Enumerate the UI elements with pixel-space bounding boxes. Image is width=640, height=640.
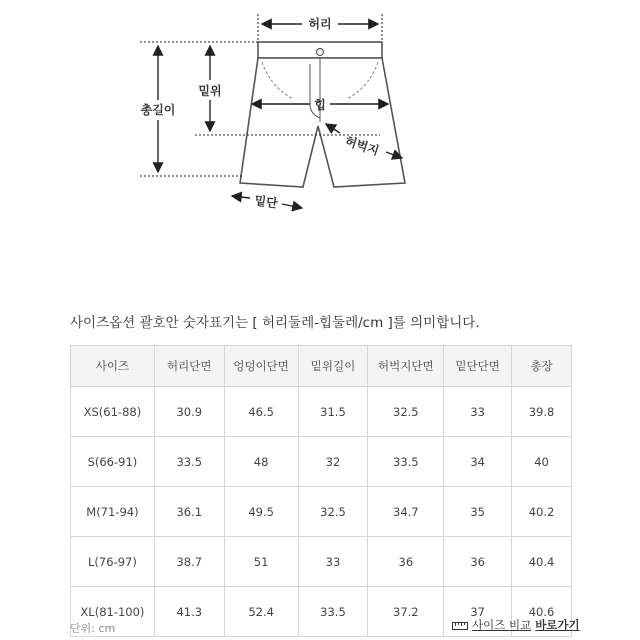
- compare-label[interactable]: 사이즈 비교: [472, 618, 532, 632]
- size-cell: XS(61-88): [71, 387, 155, 437]
- table-cell: 32.5: [368, 387, 444, 437]
- size-cell: S(66-91): [71, 437, 155, 487]
- table-row: [71, 437, 572, 487]
- table-header-row: [71, 346, 572, 387]
- ruler-icon: [452, 620, 468, 630]
- hem-measure: [232, 192, 302, 210]
- unit-note: 단위: cm: [70, 622, 116, 635]
- table-cell: 33.5: [154, 437, 224, 487]
- table-cell: 31.5: [298, 387, 368, 437]
- total-length-measure: [141, 46, 176, 172]
- table-cell: 51: [224, 537, 298, 587]
- header-total-length: 총장: [512, 346, 572, 387]
- table-cell: 33.5: [368, 437, 444, 487]
- table-cell: 39.8: [512, 387, 572, 437]
- table-cell: 33: [298, 537, 368, 587]
- table-cell: 41.3: [154, 587, 224, 637]
- table-cell: 38.7: [154, 537, 224, 587]
- thigh-label: 허벅지: [343, 133, 381, 159]
- table-row: [71, 487, 572, 537]
- waist-measure: [262, 16, 378, 31]
- size-cell: L(76-97): [71, 537, 155, 587]
- table-cell: 33.5: [298, 587, 368, 637]
- table-cell: 37.2: [368, 587, 444, 637]
- table-cell: 36.1: [154, 487, 224, 537]
- table-cell: 32: [298, 437, 368, 487]
- table-cell: 33: [444, 387, 512, 437]
- size-table: [70, 345, 572, 637]
- header-waist: 허리단면: [154, 346, 224, 387]
- table-cell: 36: [368, 537, 444, 587]
- table-cell: 40.4: [512, 537, 572, 587]
- table-row: [71, 537, 572, 587]
- table-cell: 49.5: [224, 487, 298, 537]
- shorts-measurement-diagram: [0, 0, 640, 300]
- table-cell: 40: [512, 437, 572, 487]
- compare-shortcut[interactable]: 바로가기: [535, 618, 580, 632]
- total-length-label: 총길이: [140, 103, 176, 117]
- table-cell: 46.5: [224, 387, 298, 437]
- table-cell: 34.7: [368, 487, 444, 537]
- table-cell: 40.6: [512, 587, 572, 637]
- size-compare-link[interactable]: [452, 617, 580, 633]
- table-cell: 36: [444, 537, 512, 587]
- table-cell: 35: [444, 487, 512, 537]
- header-hip: 엉덩이단면: [224, 346, 298, 387]
- size-option-caption: 사이즈옵션 괄호안 숫자표기는 [ 허리둘레-힙둘레/cm ]를 의미합니다.: [70, 315, 480, 331]
- table-cell: 34: [444, 437, 512, 487]
- table-row: [71, 387, 572, 437]
- button-icon: [317, 49, 324, 56]
- table-cell: 30.9: [154, 387, 224, 437]
- table-cell: 48: [224, 437, 298, 487]
- table-cell: 37: [444, 587, 512, 637]
- size-cell: XL(81-100): [71, 587, 155, 637]
- table-cell: 40.2: [512, 487, 572, 537]
- table-cell: 32.5: [298, 487, 368, 537]
- rise-label: 밑위: [198, 84, 222, 98]
- shorts-outline: [240, 42, 405, 187]
- hem-label: 밑단: [253, 193, 279, 211]
- size-cell: M(71-94): [71, 487, 155, 537]
- waist-label: 허리: [308, 17, 332, 31]
- rise-measure: [198, 46, 221, 131]
- header-size: 사이즈: [71, 346, 155, 387]
- table-cell: 52.4: [224, 587, 298, 637]
- header-thigh: 허벅지단면: [368, 346, 444, 387]
- hip-label: 힙: [314, 98, 326, 112]
- header-hem: 밑단단면: [444, 346, 512, 387]
- header-rise: 밑위길이: [298, 346, 368, 387]
